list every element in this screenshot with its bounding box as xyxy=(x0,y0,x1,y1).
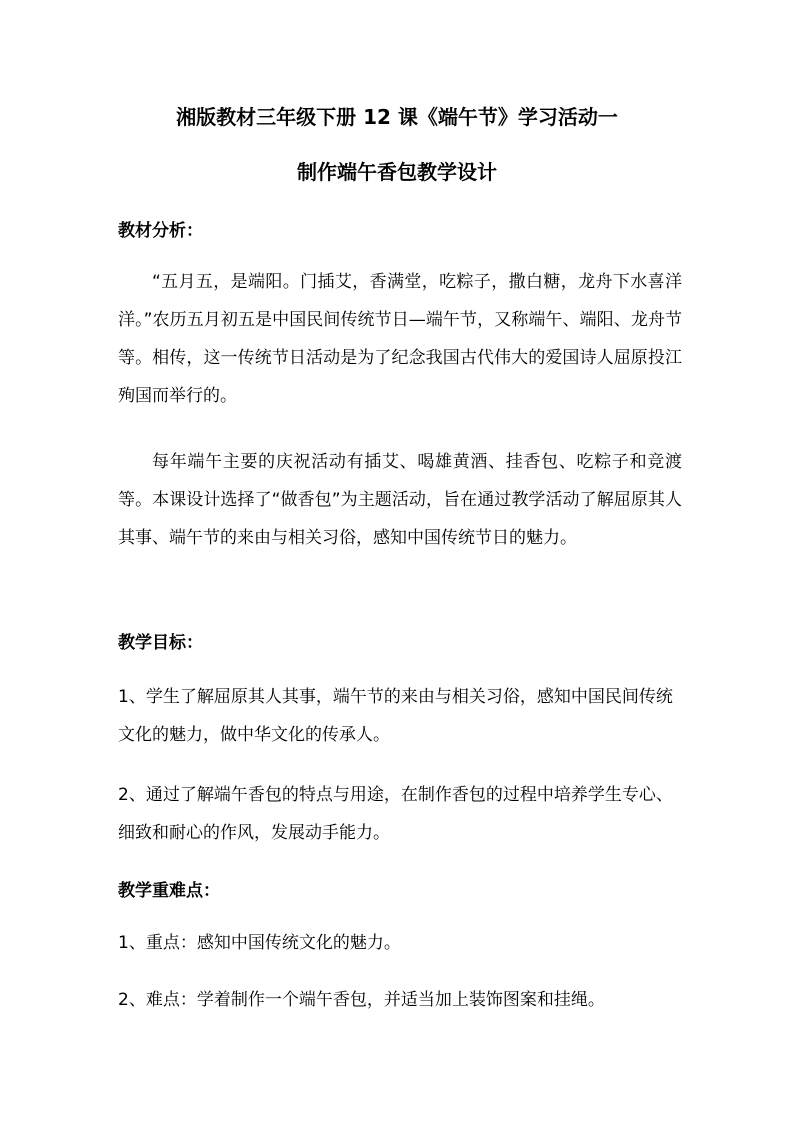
section-heading-teaching-goals: 教学目标： xyxy=(118,633,203,653)
list-item-goal-1: 1、学生了解屈原其人其事，端午节的来由与相关习俗，感知中国民间传统文化的魅力，做中华文化的传承人。 xyxy=(118,687,673,745)
section-heading-material-analysis: 教材分析： xyxy=(118,221,203,241)
section-heading-key-difficulties: 教学重难点： xyxy=(118,881,220,901)
paragraph-material-analysis-2: 每年端午主要的庆祝活动有插艾、喝雄黄酒、挂香包、吃粽子和竞渡等。本课设计选择了“做香包”为主题活动，旨在通过教学活动了解屈原其人其事、端午节的来由与相关习俗，感知中国传统节日的魅力。 xyxy=(118,452,682,548)
document-title-line-2: 制作端午香包教学设计 xyxy=(297,160,497,184)
document-title-line-1: 湘版教材三年级下册 12 课《端午节》学习活动一 xyxy=(176,105,618,129)
list-item-goal-2: 2、通过了解端午香包的特点与用途，在制作香包的过程中培养学生专心、细致和耐心的作风，发展动手能力。 xyxy=(118,785,673,843)
paragraph-material-analysis-1: “五月五，是端阳。门插艾，香满堂，吃粽子，撒白糖，龙舟下水喜洋洋。”农历五月初五是中国民间传统节日—端午节，又称端午、端阳、龙舟节等。相传，这一传统节日活动是为了纪念我国古代伟大的爱国诗人屈原投江殉国而举行的。 xyxy=(118,272,682,406)
list-item-key-point: 1、重点：感知中国传统文化的魅力。 xyxy=(118,933,401,953)
list-item-difficulty: 2、难点：学着制作一个端午香包，并适当加上装饰图案和挂绳。 xyxy=(118,990,605,1010)
